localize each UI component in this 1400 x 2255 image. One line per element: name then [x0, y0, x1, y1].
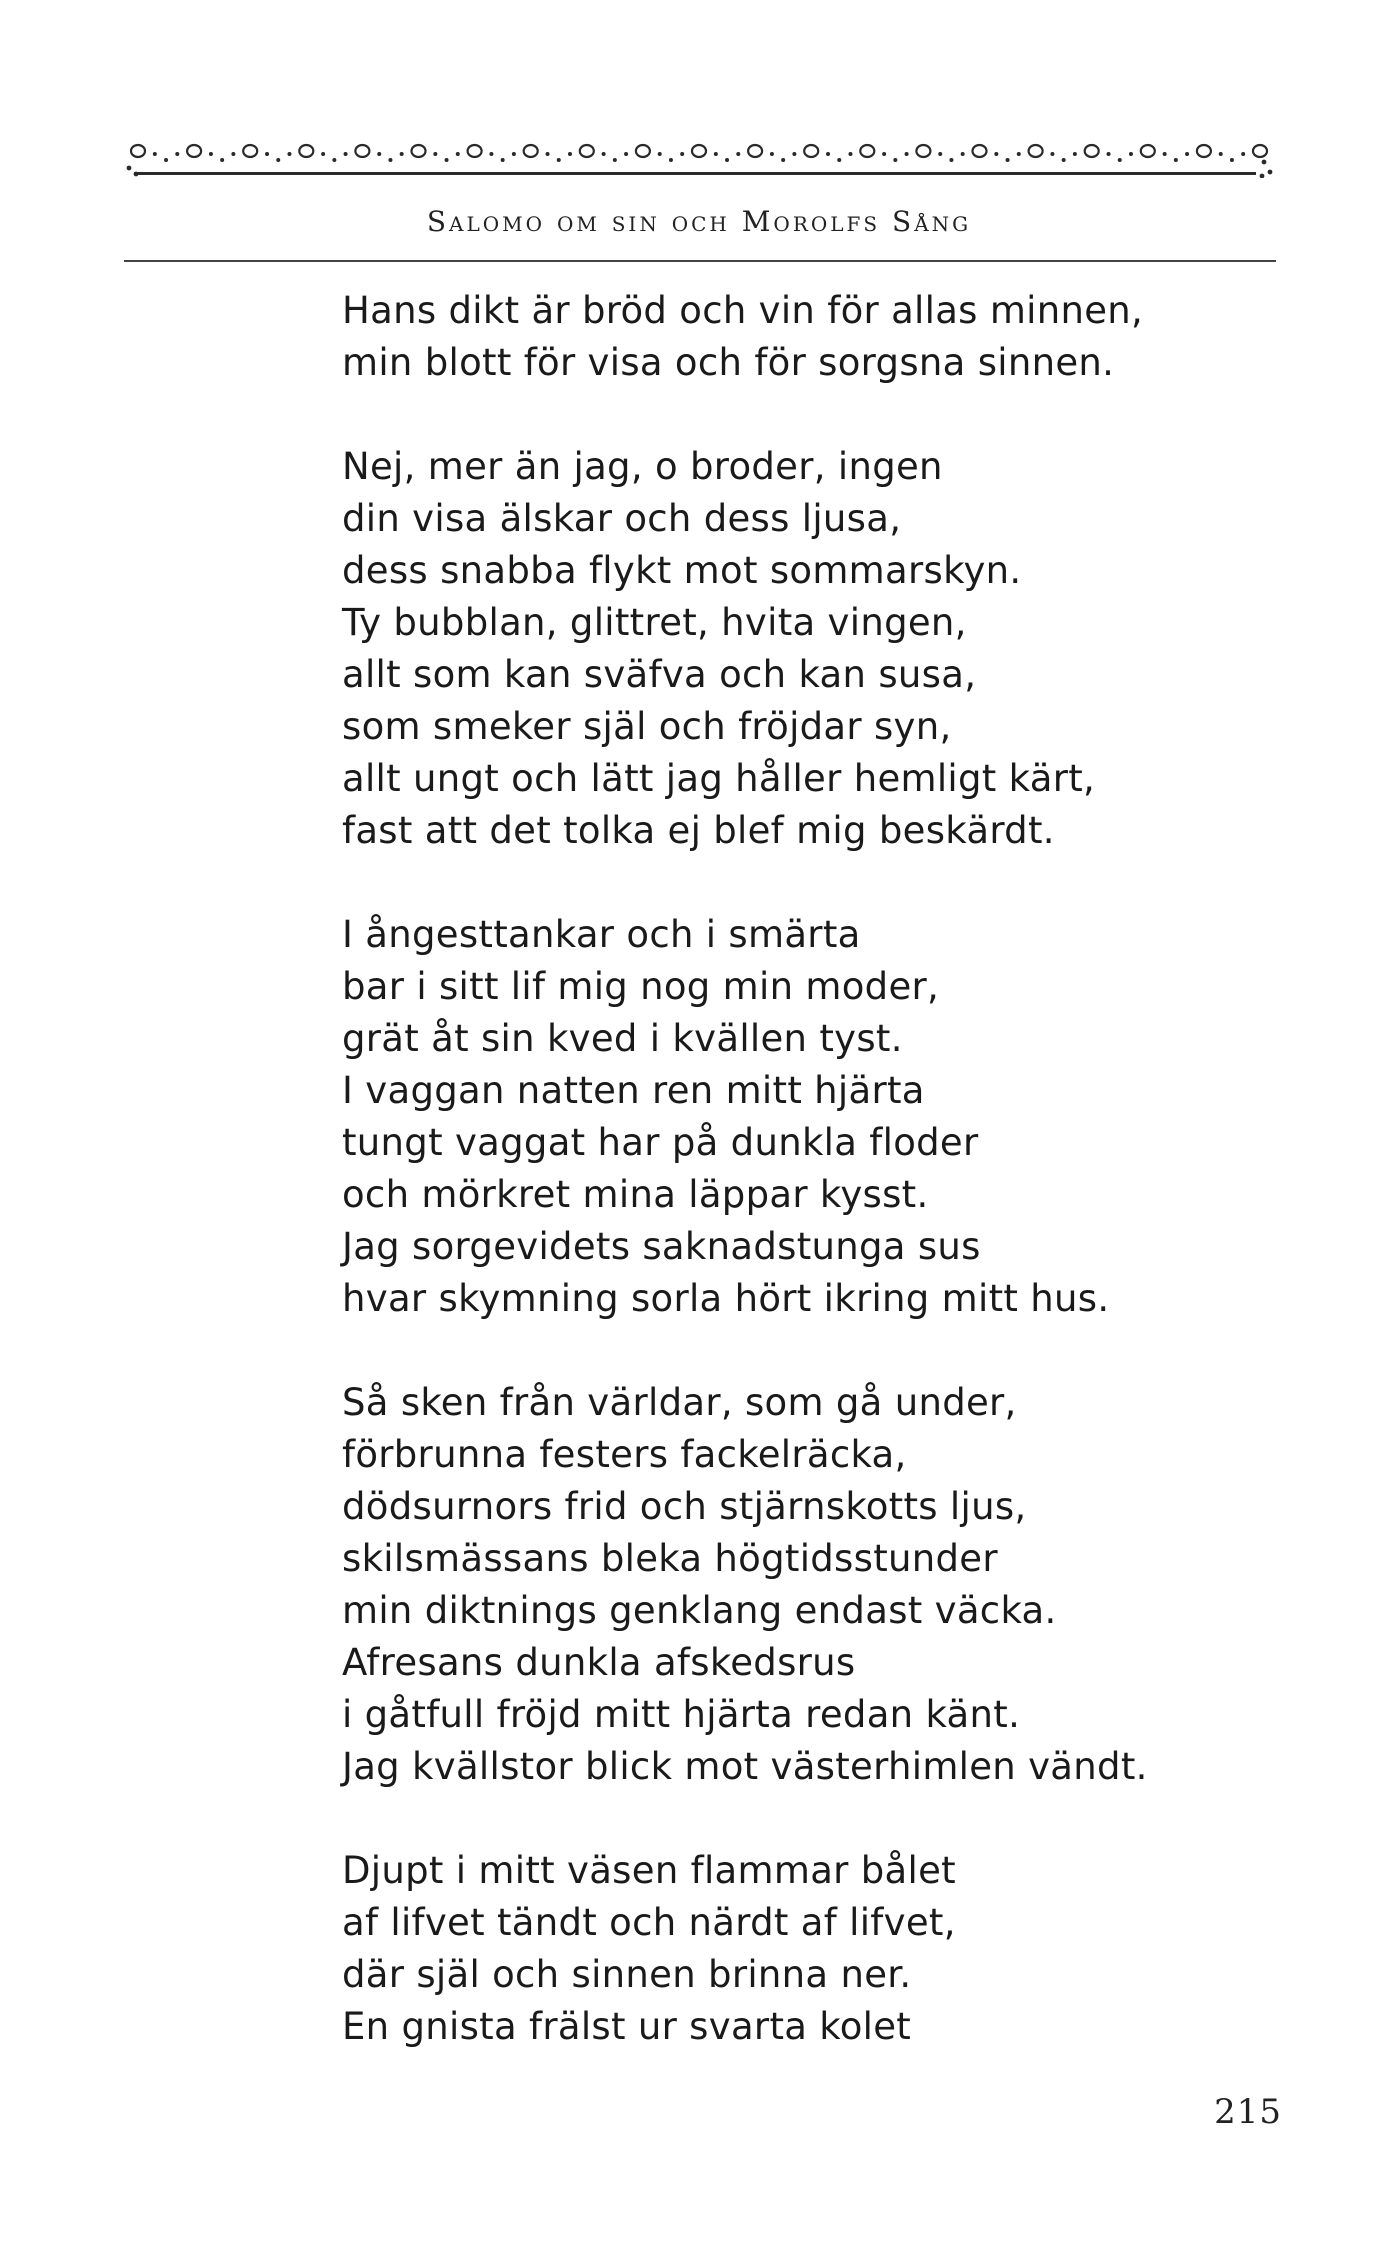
poem-line: Ty bubblan, glittret, hvita vingen, — [342, 601, 967, 644]
poem-line: skilsmässans bleka högtidsstunder — [342, 1537, 998, 1580]
stanza — [342, 1377, 1242, 1793]
poem-line: dess snabba flykt mot sommarskyn. — [342, 549, 1022, 592]
poem-line: där själ och sinnen brinna ner. — [342, 1953, 912, 1996]
poem-line: Så sken från världar, som gå under, — [342, 1381, 1017, 1424]
poem-line: din visa älskar och dess ljusa, — [342, 497, 902, 540]
poem-line: Afresans dunkla afskedsrus — [342, 1641, 856, 1684]
poem-line: min blott för visa och för sorgsna sinnen. — [342, 341, 1115, 384]
poem-line: som smeker själ och fröjdar syn, — [342, 705, 952, 748]
poem-line: tungt vaggat har på dunkla floder — [342, 1121, 979, 1164]
poem-line: grät åt sin kved i kvällen tyst. — [342, 1017, 903, 1060]
stanza — [342, 285, 1242, 389]
page-number: 215 — [1214, 2092, 1282, 2132]
poem-line: af lifvet tändt och närdt af lifvet, — [342, 1901, 956, 1944]
poem-line: och mörkret mina läppar kysst. — [342, 1173, 929, 1216]
ornamental-border — [124, 128, 1274, 178]
poem-line: bar i sitt lif mig nog min moder, — [342, 965, 940, 1008]
poem-line: Nej, mer än jag, o broder, ingen — [342, 445, 943, 488]
stanza — [342, 441, 1242, 857]
header-rule — [124, 260, 1276, 262]
running-head: Salomo om sin och Morolfs Sång — [426, 205, 972, 238]
stanza — [342, 1845, 1242, 2053]
poem-line: dödsurnors frid och stjärnskotts ljus, — [342, 1485, 1027, 1528]
poem-line: fast att det tolka ej blef mig beskärdt. — [342, 809, 1055, 852]
poem-line: I ångesttankar och i smärta — [342, 913, 861, 956]
poem-line: Jag kvällstor blick mot västerhimlen vändt. — [342, 1745, 1148, 1788]
poem-line: min diktnings genklang endast väcka. — [342, 1589, 1057, 1632]
poem-line: hvar skymning sorla hört ikring mitt hus. — [342, 1277, 1110, 1320]
poem-line: förbrunna festers fackelräcka, — [342, 1433, 907, 1476]
poem-line: Jag sorgevidets saknadstunga sus — [342, 1225, 981, 1268]
poem-line: allt som kan sväfva och kan susa, — [342, 653, 977, 696]
stanza — [342, 909, 1242, 1325]
poem-line: Djupt i mitt väsen flammar bålet — [342, 1849, 956, 1892]
poem-line: En gnista frälst ur svarta kolet — [342, 2005, 912, 2048]
poem-line: i gåtfull fröjd mitt hjärta redan känt. — [342, 1693, 1021, 1736]
poem-line: allt ungt och lätt jag håller hemligt kärt, — [342, 757, 1096, 800]
poem-body — [342, 285, 1242, 2105]
poem-line: I vaggan natten ren mitt hjärta — [342, 1069, 925, 1112]
poem-line: Hans dikt är bröd och vin för allas minnen, — [342, 289, 1144, 332]
